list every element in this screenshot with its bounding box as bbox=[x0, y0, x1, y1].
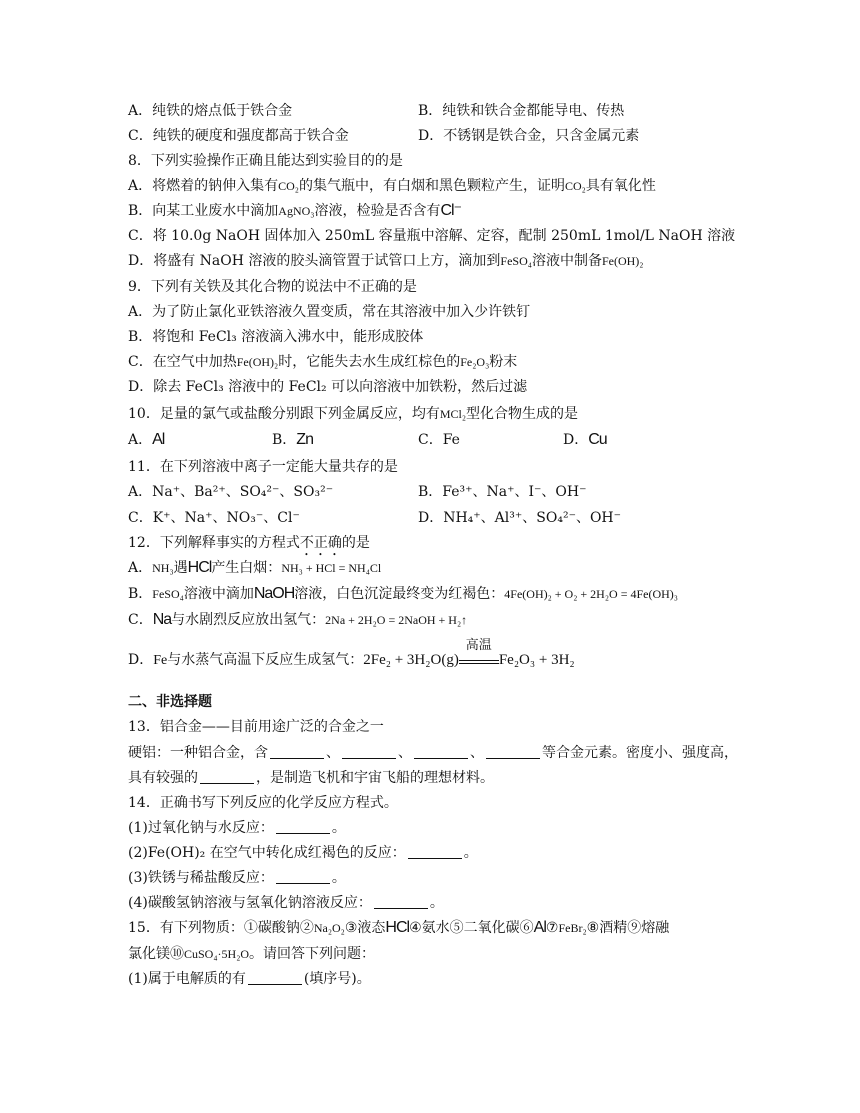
q8-option-c: C．将 10.0g NaOH 固体加入 250mL 容量瓶中溶解、定容，配制 250mL 1mol/L NaOH 溶液 bbox=[128, 228, 736, 244]
q15-stem bbox=[128, 918, 669, 938]
q13-line1 bbox=[128, 743, 738, 763]
q15-s4-pre: ④氨水⑤二氧化碳⑥ bbox=[409, 920, 534, 936]
period: 。 bbox=[429, 895, 444, 911]
q13-line2 bbox=[128, 768, 494, 788]
q10-option-a bbox=[128, 430, 164, 450]
q12-b-equation: 4Fe(OH)₂ + O₂ + 2H₂O = 4Fe(OH)₃ bbox=[504, 587, 678, 601]
q12-d-equation-right: Fe₂O₃ + 3H₂ bbox=[498, 652, 575, 668]
q12-c-pre: C． bbox=[128, 612, 153, 628]
q12-d-equation-left: 2Fe₂ + 3H₂O(g) bbox=[363, 652, 459, 668]
formula-agno3: AgNO₃ bbox=[278, 204, 315, 218]
formula-fe2o3: Fe₂O₃ bbox=[460, 355, 490, 369]
q12-d-condition: 高温 bbox=[465, 638, 492, 653]
q15-s7-pre: ⑦ bbox=[545, 920, 559, 936]
q13-line2-pre: 具有较强的 bbox=[128, 770, 198, 786]
separator: 、 bbox=[326, 745, 340, 761]
q12-b-pre: B． bbox=[128, 586, 153, 602]
q12-b-naoh: NaOH bbox=[253, 585, 295, 602]
q10-d-value: Cu bbox=[588, 431, 607, 448]
q12-d-text: 与水蒸气高温下反应生成氢气： bbox=[167, 652, 364, 668]
q12-a-hcl: HCl bbox=[187, 559, 212, 576]
equals-bar bbox=[459, 660, 499, 664]
q8-a-post: 具有氧化性 bbox=[585, 178, 656, 194]
q10-stem-post: 型化合物生成的是 bbox=[466, 406, 579, 422]
q7-option-b: B．纯铁和铁合金都能导电、传热 bbox=[418, 103, 625, 119]
period: 。 bbox=[331, 870, 346, 886]
formula-co2: CO₂ bbox=[564, 179, 586, 193]
q11-option-a: A．Na⁺、Ba²⁺、SO₄²⁻、SO₃²⁻ bbox=[128, 484, 334, 500]
q7-option-d: D．不锈钢是铁合金，只含金属元素 bbox=[418, 128, 640, 144]
q12-c-text: 与水剧烈反应放出氢气： bbox=[171, 612, 326, 628]
q7-option-c: C．纯铁的硬度和强度都高于铁合金 bbox=[128, 128, 349, 144]
q10-d-label: D． bbox=[563, 432, 589, 448]
q8-a-pre: A．将燃着的钠伸入集有 bbox=[128, 178, 279, 194]
q12-a-mid: 遇 bbox=[173, 560, 188, 576]
q14-part-1 bbox=[128, 818, 346, 838]
q10-a-label: A． bbox=[128, 432, 153, 448]
q15-part-1 bbox=[128, 969, 371, 989]
q14-part-3 bbox=[128, 868, 346, 888]
q10-option-b bbox=[272, 430, 313, 450]
q12-stem-emphasis: 不正确 bbox=[299, 535, 342, 551]
separator: 、 bbox=[470, 745, 484, 761]
q9-option-b: B．将饱和 FeCl₃ 溶液滴入沸水中，能形成胶体 bbox=[128, 329, 424, 345]
q11-option-b: B．Fe³⁺、Na⁺、I⁻、OH⁻ bbox=[418, 484, 587, 500]
q12-a-pre: A． bbox=[128, 560, 153, 576]
q14-p2-text: (2)Fe(OH)₂ 在空气中转化成红褐色的反应： bbox=[128, 845, 406, 861]
q12-c-equation: 2Na + 2H₂O = 2NaOH + H₂↑ bbox=[325, 613, 468, 627]
formula-cuso4: CuSO₄·5H₂O bbox=[184, 947, 250, 961]
q15-stem-pre: 15．有下列物质：①碳酸钠② bbox=[128, 920, 314, 936]
q9-c-mid: 时，它能失去水生成红棕色的 bbox=[278, 354, 461, 370]
q13-stem: 13．铝合金——目前用途广泛的合金之一 bbox=[128, 719, 384, 735]
q9-stem: 9．下列有关铁及其化合物的说法中不正确的是 bbox=[128, 279, 417, 295]
answer-blank[interactable] bbox=[486, 744, 540, 759]
answer-blank[interactable] bbox=[414, 744, 468, 759]
answer-blank[interactable] bbox=[276, 819, 330, 834]
answer-blank[interactable] bbox=[270, 744, 324, 759]
q12-a-text: 产生白烟： bbox=[211, 560, 282, 576]
q7-option-a: A．纯铁的熔点低于铁合金 bbox=[128, 103, 293, 119]
formula-nh3: NH₃ bbox=[152, 561, 174, 575]
q15-line2-pre: 氯化镁⑩ bbox=[128, 946, 184, 962]
q11-option-c: C．K⁺、Na⁺、NO₃⁻、Cl⁻ bbox=[128, 510, 300, 526]
period: 。 bbox=[463, 845, 478, 861]
q12-b-mid: 溶液中滴加 bbox=[183, 586, 254, 602]
formula-feso4: FeSO₄ bbox=[500, 254, 532, 268]
q12-stem-pre: 12．下列解释事实的方程式 bbox=[128, 535, 300, 551]
formula-feoh2: Fe(OH)₂ bbox=[601, 254, 644, 268]
q15-s3-pre: ③液态 bbox=[344, 920, 386, 936]
q9-c-post: 粉末 bbox=[489, 354, 518, 370]
q13-line1-pre: 硬铝：一种铝合金，含 bbox=[128, 745, 268, 761]
q14-p3-text: (3)铁锈与稀盐酸反应： bbox=[128, 870, 274, 886]
formula-cl: Cl⁻ bbox=[440, 202, 462, 219]
formula-al: Al bbox=[533, 919, 546, 936]
answer-blank[interactable] bbox=[374, 894, 428, 909]
q10-b-label: B． bbox=[272, 432, 297, 448]
answer-blank[interactable] bbox=[408, 844, 462, 859]
q12-d-fe: Fe bbox=[153, 653, 168, 668]
formula-co2: CO₂ bbox=[278, 179, 299, 193]
formula-na2o2: Na₂O₂ bbox=[313, 921, 345, 935]
q8-option-d bbox=[128, 251, 643, 271]
q12-a-equation: NH₃ + HCl = NH₄Cl bbox=[281, 561, 382, 575]
q9-option-c bbox=[128, 352, 517, 372]
q14-p1-text: (1)过氧化钠与水反应： bbox=[128, 820, 274, 836]
q9-c-pre: C．在空气中加热 bbox=[128, 354, 237, 370]
period: 。 bbox=[331, 820, 346, 836]
q12-option-b bbox=[128, 584, 678, 604]
q8-b-mid: 溶液，检验是否含有 bbox=[314, 203, 441, 219]
q9-option-a: A．为了防止氯化亚铁溶液久置变质，常在其溶液中加入少许铁钉 bbox=[128, 304, 531, 320]
answer-blank[interactable] bbox=[200, 769, 254, 784]
q8-b-pre: B．向某工业废水中滴加 bbox=[128, 203, 279, 219]
q12-c-na: Na bbox=[152, 611, 172, 628]
q8-d-mid: 溶液中制备 bbox=[531, 253, 602, 269]
formula-hcl: HCl bbox=[385, 919, 410, 936]
q15-p1-pre: (1)属于电解质的有 bbox=[128, 971, 246, 987]
answer-blank[interactable] bbox=[248, 970, 302, 985]
q12-option-d bbox=[128, 638, 575, 671]
q8-option-b bbox=[128, 201, 461, 221]
q12-option-a bbox=[128, 558, 381, 578]
q10-stem-pre: 10．足量的氯气或盐酸分别跟下列金属反应，均有 bbox=[128, 406, 440, 422]
answer-blank[interactable] bbox=[276, 869, 330, 884]
q10-b-value: Zn bbox=[296, 431, 313, 448]
q12-d-condition-arrow bbox=[459, 638, 499, 664]
q14-part-4 bbox=[128, 893, 444, 913]
answer-blank[interactable] bbox=[342, 744, 396, 759]
formula-feoh2: Fe(OH)₂ bbox=[236, 355, 279, 369]
q14-p4-text: (4)碳酸氢钠溶液与氢氧化钠溶液反应： bbox=[128, 895, 372, 911]
q12-d-pre: D． bbox=[128, 652, 154, 668]
q11-stem: 11．在下列溶液中离子一定能大量共存的是 bbox=[128, 459, 398, 475]
q8-d-pre: D．将盛有 NaOH 溶液的胶头滴管置于试管口上方，滴加到 bbox=[128, 253, 501, 269]
q15-stem-post: ⑧酒精⑨熔融 bbox=[586, 920, 670, 936]
q9-option-d: D．除去 FeCl₃ 溶液中的 FeCl₂ 可以向溶液中加铁粉，然后过滤 bbox=[128, 379, 528, 395]
q13-line2-post: ，是制造飞机和宇宙飞船的理想材料。 bbox=[256, 770, 494, 786]
q10-option-c: C．Fe bbox=[418, 432, 460, 448]
section-title: 二、非选择题 bbox=[128, 694, 212, 710]
q12-option-c bbox=[128, 610, 467, 630]
q8-option-a bbox=[128, 176, 656, 196]
q8-a-mid: 的集气瓶中，有白烟和黑色颗粒产生，证明 bbox=[298, 178, 565, 194]
q12-stem-post: 的是 bbox=[341, 535, 370, 551]
q12-b-text: 溶液，白色沉淀最终变为红褐色： bbox=[294, 586, 505, 602]
formula-mcl2: MCl₂ bbox=[439, 407, 467, 421]
q10-option-d bbox=[563, 430, 607, 450]
q15-line2-post: 。请回答下列问题： bbox=[249, 946, 376, 962]
q12-stem bbox=[128, 533, 370, 559]
q15-p1-post: (填序号)。 bbox=[303, 971, 371, 987]
q10-stem bbox=[128, 404, 578, 424]
q11-option-d: D．NH₄⁺、Al³⁺、SO₄²⁻、OH⁻ bbox=[418, 510, 622, 526]
q14-stem: 14．正确书写下列反应的化学反应方程式。 bbox=[128, 795, 398, 811]
q13-line1-post: 等合金元素。密度小、强度高， bbox=[542, 745, 738, 761]
q14-part-2 bbox=[128, 843, 478, 863]
formula-feso4: FeSO₄ bbox=[152, 587, 184, 601]
formula-febr2: FeBr₂ bbox=[558, 921, 587, 935]
q8-stem: 8．下列实验操作正确且能达到实验目的的是 bbox=[128, 153, 403, 169]
q15-line2 bbox=[128, 944, 375, 964]
separator: 、 bbox=[398, 745, 412, 761]
q10-a-value: Al bbox=[152, 431, 165, 448]
